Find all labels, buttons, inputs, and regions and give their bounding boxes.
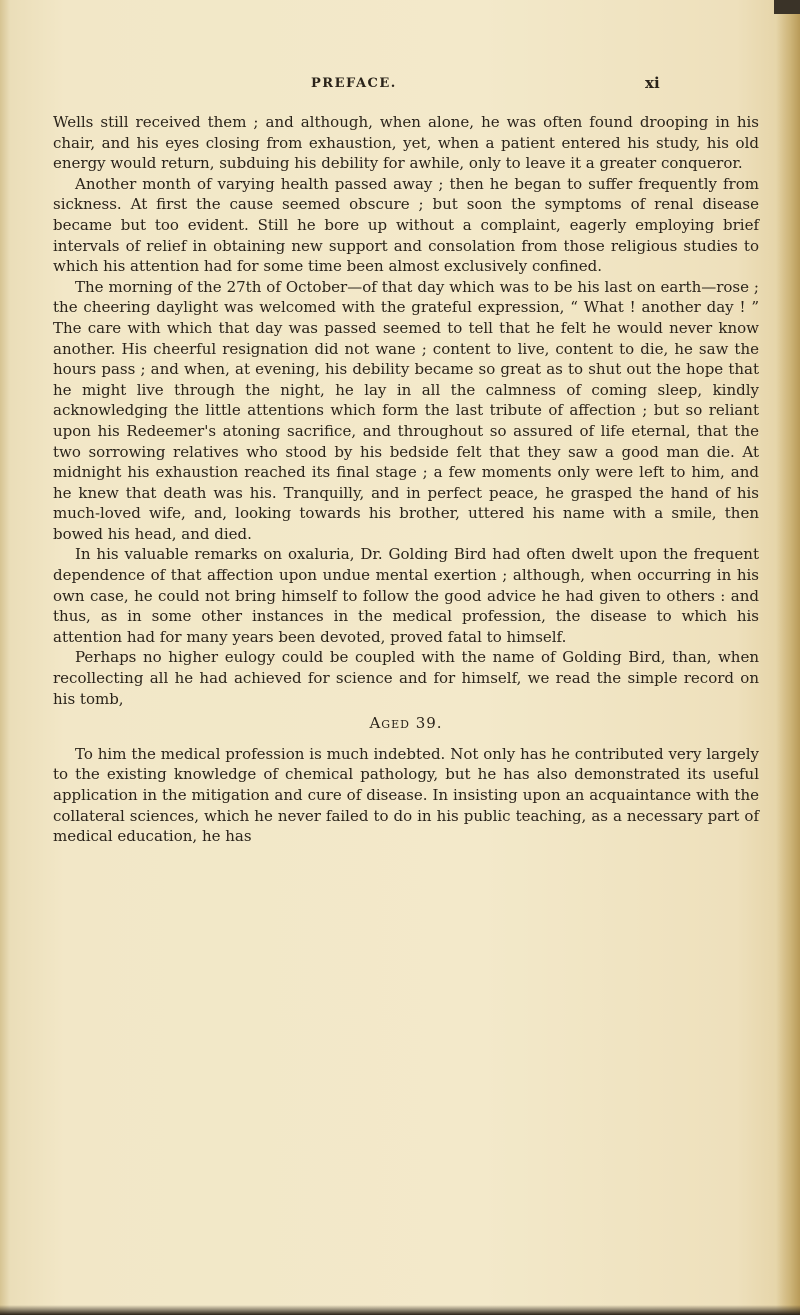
page-right-edge xyxy=(776,0,800,1315)
page-number: xi xyxy=(645,74,660,92)
paragraph: Another month of varying health passed away ; then he began to suffer frequently from sickness. At first the cause seemed obscure ; but soon the symptoms of renal disease became but too evident. Still he bore up without a complaint, eagerly employing brief intervals of relief in obtaining new support and consolation from those religious studies to which his attention had for some time been almost exclusively confined. xyxy=(53,174,759,276)
page-left-edge xyxy=(0,0,10,1315)
epitaph: Aged 39. xyxy=(369,714,443,733)
paragraph: To him the medical profession is much indebted. Not only has he contributed very largely to the existing knowledge of chemical pathology, but he has also demonstrated its useful application in the mitigation and cure of disease. In insisting upon an acquaintance with the collateral sciences, which he never failed to do in his public teaching, as a necessary part of medical education, he has xyxy=(53,744,759,846)
paragraph: Perhaps no higher eulogy could be coupled with the name of Golding Bird, than, when recollecting all he had achieved for science and for himself, we read the simple record on his tomb, xyxy=(53,648,759,708)
page-bottom-shadow xyxy=(0,1305,800,1315)
page-header xyxy=(0,76,800,98)
running-title: PREFACE. xyxy=(311,76,397,91)
paragraph: In his valuable remarks on oxaluria, Dr. Golding Bird had often dwelt upon the frequent dependence of that affection upon undue mental exertion ; although, when occurring in his own case, he could not bring himself to follow the good advice he had given to others : and thus, as in some other instances in the medical profession, the disease to which his attention had for many years been devoted, proved fatal to himself. xyxy=(53,545,759,646)
paragraph: The morning of the 27th of October—of that day which was to be his last on earth—rose ; the cheering daylight was welcomed with the grateful expression, “ What ! another day ! ” The care with which that day was passed seemed to tell that he felt he would never know another. His cheerful resignation did not wane ; content to live, content to die, he saw the hours pass ; and when, at evening, his debility became so great as to shut out the hope that he might live through the night, he lay in all the calmness of coming sleep, kindly acknowledging the little attentions which form the last tribute of affection ; but so reliant upon his Redeemer's atoning sacrifice, and throughout so assured of life eternal, that the two sorrowing relatives who stood by his bedside felt that they saw a good man die. At midnight his exhaustion reached its final stage ; a few moments only were left to him, and he knew that death was his. Tranquilly, and in perfect peace, he grasped the hand of his much-loved wife, and, looking towards his brother, uttered his name with a smile, then bowed his head, and died. xyxy=(53,277,759,543)
page-corner-shadow xyxy=(774,0,800,14)
paragraph: Wells still received them ; and although, when alone, he was often found drooping in his chair, and his eyes closing from exhaustion, yet, when a patient entered his study, his old energy would return, subduing his debility for awhile, only to leave it a greater conqueror. xyxy=(53,113,759,173)
body-text xyxy=(53,112,759,847)
